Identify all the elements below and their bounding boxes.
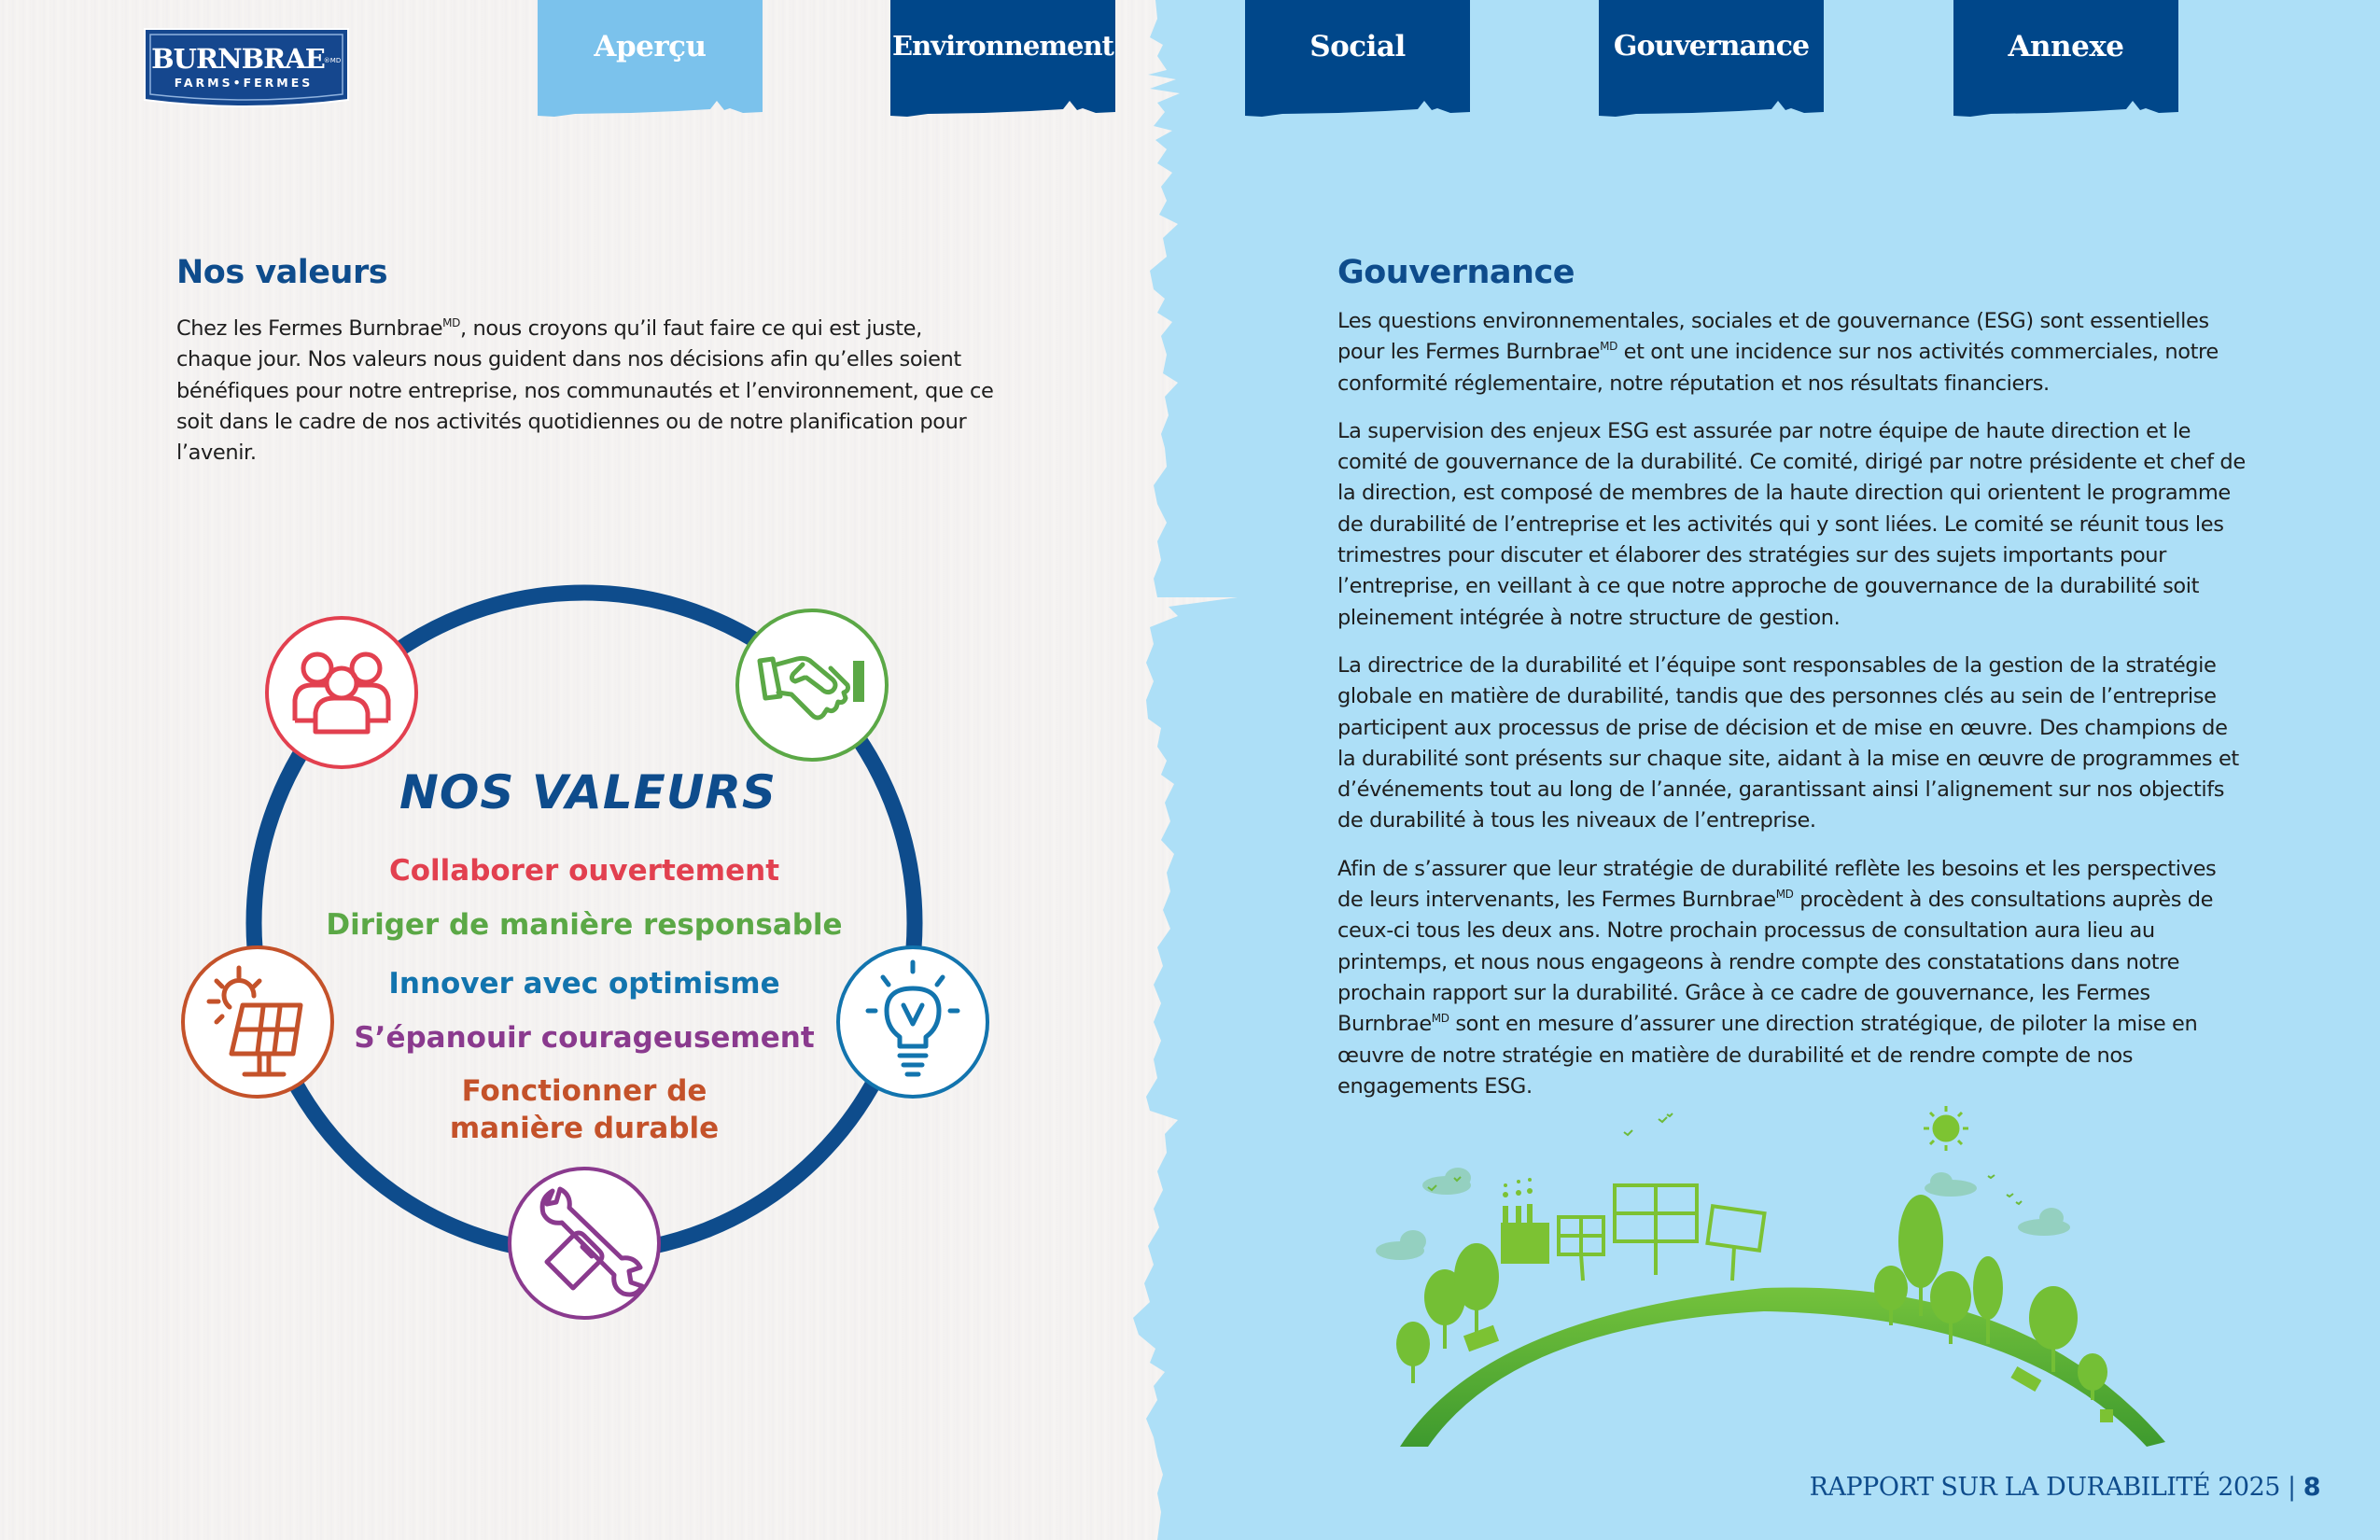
value-epanouir: S’épanouir courageusement [354, 1021, 815, 1055]
logo-tagline: FARMS•FERMES [174, 76, 314, 90]
logo-mark: ®MD [323, 57, 342, 64]
trademark-sup: MD [1775, 888, 1794, 902]
sun-icon [1924, 1106, 1968, 1151]
green-earth-sustainability-illustration [1372, 1101, 2193, 1447]
text: et ont une incidence sur nos activités commerciales, notre conformité réglementaire, notre réputation et nos résultats financiers. [1337, 340, 2219, 396]
page-footer [1810, 1473, 2320, 1502]
value-fonctionner-line1: Fonctionner de [461, 1074, 707, 1108]
text: Afin de s’assurer que leur stratégie de durabilité reflète les besoins et les perspectives de leurs intervenants, les Fermes Burnbrae [1337, 856, 2217, 913]
solar-panels-icon [1559, 1185, 1765, 1281]
values-diagram-title: NOS VALEURS [399, 765, 777, 819]
handshake-icon [735, 609, 889, 762]
governance-paragraph-3: La directrice de la durabilité et l’équipe sont responsables de la gestion de la stratégie globale en matière de durabilité, tandis que des personnes clés au sein de l’entreprise participent aux processus de prise de décision et de mise en œuvre. Des champions de la durabilité sont présents sur chaque site, aidant à la mise en œuvre de programmes et d’événements tout au long de l’année, garantissant ainsi l’alignement sur nos objectifs de durabilité à tous les niveaux de l’entreprise. [1337, 652, 2239, 833]
wrench-hand-icon [508, 1167, 661, 1320]
burnbrae-logo[interactable] [143, 27, 350, 111]
tab-apercu[interactable] [538, 0, 763, 117]
value-diriger: Diriger de manière responsable [326, 908, 843, 942]
values-intro [176, 314, 998, 485]
tab-label: Environnement [892, 30, 1113, 62]
tab-label: Social [1309, 30, 1406, 63]
section-heading-nos-valeurs: Nos valeurs [176, 254, 388, 291]
value-fonctionner-line2: manière durable [449, 1112, 720, 1145]
text: Les questions environnementales, sociales et de gouvernance (ESG) sont essentielles pour les Fermes Burnbrae [1337, 309, 2209, 365]
factory-icon [1501, 1178, 1549, 1264]
trademark-sup: MD [1600, 340, 1617, 354]
logo-brand: BURNBRAE [151, 43, 325, 75]
governance-body [1337, 306, 2247, 1119]
text: sont en mesure d’assurer une direction stratégique, de piloter la mise en œuvre de notre stratégie en matière de durabilité et de rendre compte de nos engagements ESG. [1337, 1012, 2198, 1099]
section-heading-gouvernance: Gouvernance [1337, 254, 1575, 291]
page-number: 8 [2303, 1473, 2320, 1502]
tab-annexe[interactable] [1953, 0, 2178, 117]
text: Chez les Fermes Burnbrae [176, 316, 443, 341]
governance-paragraph-4 [1337, 854, 2247, 1102]
tab-gouvernance[interactable] [1599, 0, 1824, 117]
tab-label: Gouvernance [1613, 30, 1810, 63]
lightbulb-check-icon [836, 945, 989, 1099]
trademark-sup: MD [442, 316, 460, 329]
trademark-sup: MD [1431, 1012, 1449, 1026]
people-group-icon [265, 616, 418, 769]
report-title: RAPPORT SUR LA DURABILITÉ 2025 | [1809, 1473, 2303, 1502]
value-collaborer: Collaborer ouvertement [388, 854, 780, 888]
text: , nous croyons qu’il faut faire ce qui est juste, chaque jour. Nos valeurs nous guident dans nos décisions afin qu’elles soient bénéfiques pour notre entreprise, nos communautés et l’environnement, que ce soit dans le cadre de nos activités quotidiennes ou de notre planification pour l’avenir. [176, 316, 994, 466]
governance-paragraph-2: La supervision des enjeux ESG est assurée par notre équipe de haute direction et le comité de gouvernance de la durabilité. Ce comité, dirigé par notre présidente et chef de la direction, est composé de membres de la haute direction qui orientent le programme de durabilité de l’entreprise et les activités qui y sont liées. Le comité se réunit tous les trimestres pour discuter et élaborer des stratégies sur des sujets importants pour l’entreprise, en veillant à ce que notre approche de gouvernance de la durabilité soit pleinement intégrée à notre structure de gestion. [1337, 418, 2246, 630]
tab-label: Annexe [2008, 30, 2124, 63]
value-innover: Innover avec optimisme [388, 967, 780, 1001]
values-diagram [168, 579, 1008, 1325]
logo-badge-icon [143, 27, 350, 111]
tab-label: Aperçu [594, 30, 707, 63]
solar-panel-sun-icon [181, 945, 334, 1099]
values-intro-paragraph [176, 314, 998, 469]
tab-environnement[interactable] [890, 0, 1115, 117]
text: procèdent à des consultations auprès de ceux-ci tous les deux ans. Notre prochain processus de consultation aura lieu au printemps, et nous nous engageons à rendre compte des constatations dans notre prochain rapport sur la durabilité. Grâce à ce cadre de gouvernance, les Fermes Burnbrae [1337, 888, 2214, 1037]
tab-social[interactable] [1245, 0, 1470, 117]
governance-paragraph-1 [1337, 306, 2247, 399]
